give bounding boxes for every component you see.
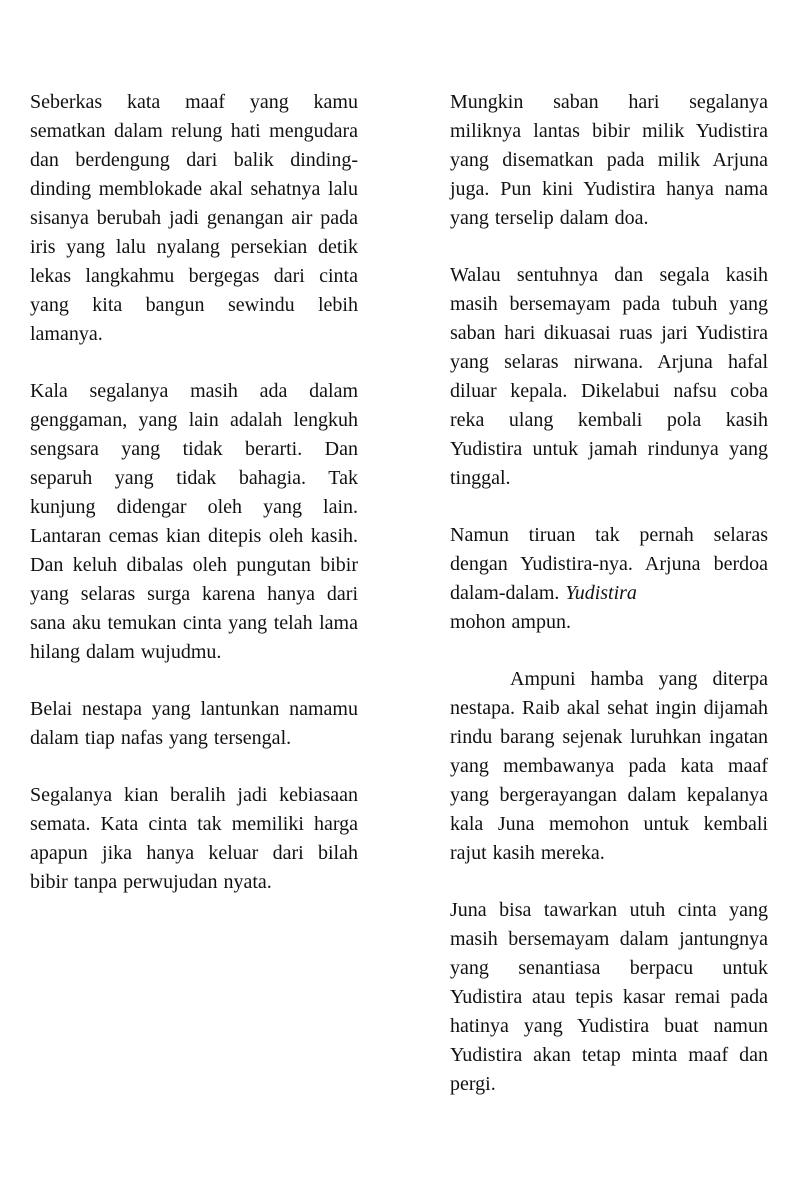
right-paragraph-2: Walau sentuhnya dan segala kasih masih bersemayam pada tubuh yang saban hari dikuasai ruas jari Yudistira yang selaras nirwana. Arjuna hafal diluar kepala. Dikelabui nafsu coba reka ulang kembali pola kasih Yudistira untuk jamah rindunya yang tinggal. <box>450 264 768 489</box>
left-column <box>30 88 358 925</box>
left-paragraph-4: Segalanya kian beralih jadi kebiasaan semata. Kata cinta tak memiliki harga apapun jika hanya keluar dari bilah bibir tanpa perwujudan nyata. <box>30 784 358 893</box>
left-paragraph-1: Seberkas kata maaf yang kamu sematkan dalam relung hati mengudara dan berdengung dari balik dinding-dinding memblokade akal sehatnya lalu sisanya berubah jadi genangan air pada iris yang lalu nyalang persekian detik lekas langkahmu bergegas dari cinta yang kita bangun sewindu lebih lamanya. <box>30 91 358 345</box>
right-paragraph-3-end: mohon ampun. <box>450 611 571 633</box>
right-paragraph-4: Ampuni hamba yang diterpa nestapa. Raib akal sehat ingin dijamah rindu barang sejenak luruhkan ingatan yang membawanya pada kata maaf yang bergerayangan dalam kepalanya kala Juna memohon untuk kembali rajut kasih mereka. <box>450 668 768 864</box>
right-paragraph-3-italic: Yudistira <box>565 582 637 604</box>
left-paragraph-3: Belai nestapa yang lantunkan namamu dalam tiap nafas yang tersengal. <box>30 698 358 749</box>
right-paragraph-1: Mungkin saban hari segalanya miliknya lantas bibir milik Yudistira yang disematkan pada milik Arjuna juga. Pun kini Yudistira hanya nama yang terselip dalam doa. <box>450 91 768 229</box>
right-column <box>450 88 768 1127</box>
right-paragraph-3 <box>450 521 768 637</box>
left-paragraph-2: Kala segalanya masih ada dalam genggaman, yang lain adalah lengkuh sengsara yang tidak berarti. Dan separuh yang tidak bahagia. Tak kunjung didengar oleh yang lain. Lantaran cemas kian ditepis oleh kasih. Dan keluh dibalas oleh pungutan bibir yang selaras surga karena hanya dari sana aku temukan cinta yang telah lama hilang dalam wujudmu. <box>30 380 358 663</box>
right-paragraph-5: Juna bisa tawarkan utuh cinta yang masih bersemayam dalam jantungnya yang senantiasa berpacu untuk Yudistira atau tepis kasar remai pada hatinya yang Yudistira buat namun Yudistira akan tetap minta maaf dan pergi. <box>450 899 768 1095</box>
right-paragraph-3-text: Namun tiruan tak pernah selaras dengan Yudistira-nya. Arjuna berdoa dalam-dalam. <box>450 524 768 604</box>
